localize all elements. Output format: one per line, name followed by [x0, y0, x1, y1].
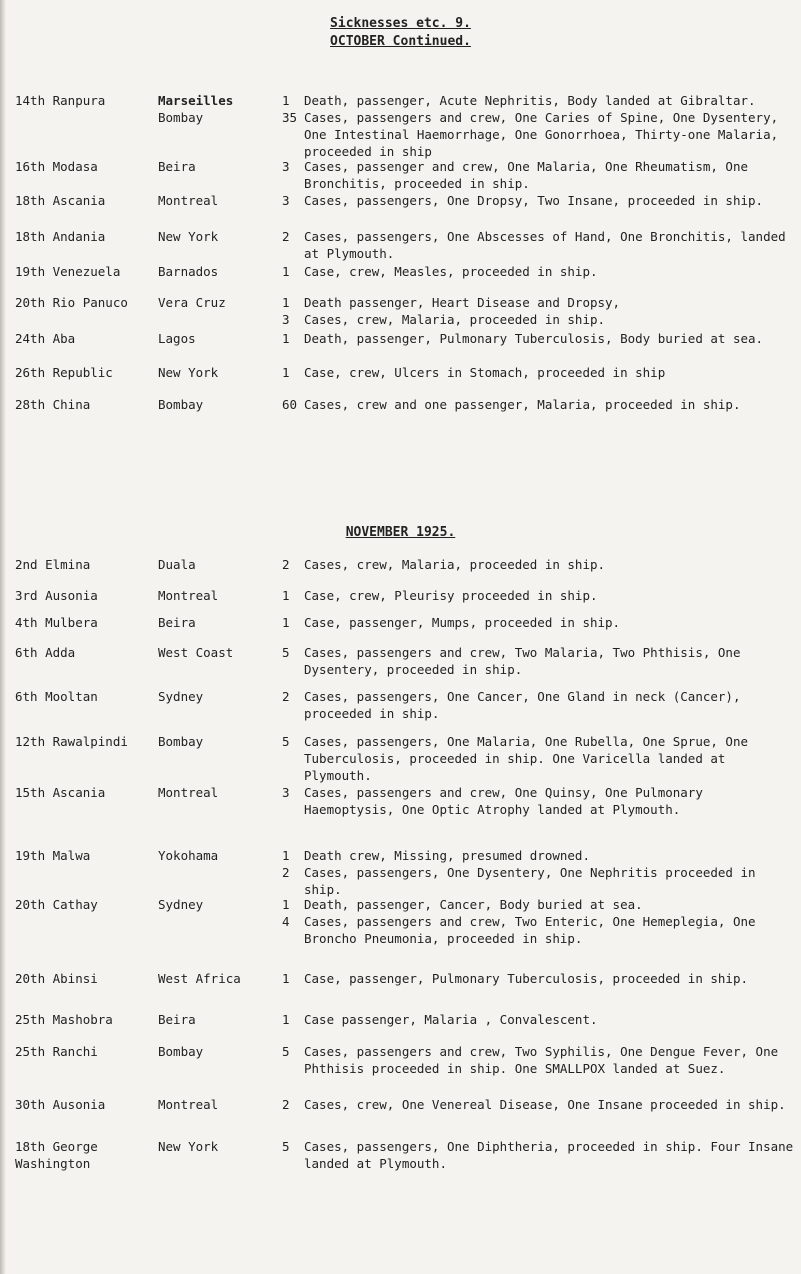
entry-port — [158, 614, 278, 631]
event-line — [282, 158, 794, 192]
event-line — [282, 970, 794, 987]
event-text: Death passenger, Heart Disease and Dropsy, — [304, 295, 621, 310]
event-count: 35 — [282, 110, 298, 125]
event-text: Cases, passengers, One Dropsy, Two Insane, proceeded in ship. — [304, 193, 764, 208]
entry-events — [282, 396, 794, 413]
event-count: 60 — [282, 397, 298, 412]
entry-port-name: Bombay — [158, 397, 204, 412]
entry-port — [158, 1138, 278, 1155]
entry-port — [158, 92, 278, 126]
entry-date-ship: 24th Aba — [15, 331, 76, 346]
event-text: Cases, passengers, One Dysentery, One Nephritis proceeded in ship. — [304, 865, 764, 897]
entry-port-name: Sydney — [158, 689, 204, 704]
entry-port-name: Beira — [158, 1012, 196, 1027]
entry-events — [282, 587, 794, 604]
page-title: Sicknesses etc. 9. — [330, 16, 471, 31]
event-text: Cases, crew, Malaria, proceeded in ship. — [304, 557, 606, 572]
entry-date-ship: 25th Mashobra — [15, 1012, 113, 1027]
event-text: Case, passenger, Pulmonary Tuberculosis, proceeded in ship. — [304, 971, 749, 986]
entry-events — [282, 1096, 794, 1113]
event-text: Death, passenger, Pulmonary Tuberculosis, Body buried at sea. — [304, 331, 764, 346]
entry-port — [158, 644, 278, 661]
entry-date-ship: 19th Venezuela — [15, 264, 121, 279]
event-count: 5 — [282, 734, 290, 749]
event-count: 1 — [282, 1012, 290, 1027]
entry-date-ship: 4th Mulbera — [15, 615, 98, 630]
event-count: 4 — [282, 914, 290, 929]
entry-port-name: Bombay — [158, 110, 204, 125]
entry-port — [158, 330, 278, 347]
entry-events — [282, 784, 794, 818]
entry-date-ship: 25th Ranchi — [15, 1044, 98, 1059]
entry-date-ship: 12th Rawalpindi — [15, 734, 128, 749]
entry-port-name: Sydney — [158, 897, 204, 912]
event-text: Death crew, Missing, presumed drowned. — [304, 848, 590, 863]
entry-date-ship: 3rd Ausonia — [15, 588, 98, 603]
entry-events — [282, 330, 794, 347]
event-text: Cases, passengers and crew, Two Malaria, Two Phthisis, One Dysentery, proceeded in ship. — [304, 645, 749, 677]
entry-port — [158, 192, 278, 209]
entry-port-name: Beira — [158, 615, 196, 630]
event-line — [282, 644, 794, 678]
entry-port — [158, 1043, 278, 1060]
entry-date-ship: 20th Cathay — [15, 897, 98, 912]
event-text: Cases, passenger and crew, One Malaria, One Rheumatism, One Bronchitis, proceeded in ship. — [304, 159, 756, 191]
event-text: Cases, passengers and crew, One Quinsy, One Pulmonary Haemoptysis, One Optic Atrophy landed at Plymouth. — [304, 785, 711, 817]
entry-date-ship: 18th George Washington — [15, 1139, 98, 1171]
event-text: Cases, crew and one passenger, Malaria, proceeded in ship. — [304, 397, 741, 412]
event-line — [282, 1096, 794, 1113]
entry-date-ship: 26th Republic — [15, 365, 113, 380]
event-text: Cases, passengers and crew, Two Enteric, One Hemeplegia, One Broncho Pneumonia, proceeded in ship. — [304, 914, 764, 946]
november-heading: NOVEMBER 1925. — [345, 525, 456, 540]
event-count: 2 — [282, 229, 290, 244]
entry-events — [282, 192, 794, 209]
event-line — [282, 1011, 794, 1028]
event-line — [282, 311, 794, 328]
event-line — [282, 109, 794, 160]
event-text: Case, passenger, Mumps, proceeded in ship. — [304, 615, 621, 630]
entry-events — [282, 158, 794, 192]
event-count: 2 — [282, 557, 290, 572]
entry-port-name: Montreal — [158, 785, 219, 800]
entry-events — [282, 644, 794, 678]
entry-port — [158, 263, 278, 280]
event-text: Cases, passengers, One Cancer, One Gland in neck (Cancer), proceeded in ship. — [304, 689, 749, 721]
event-line — [282, 364, 794, 381]
entry-events — [282, 847, 794, 898]
event-line — [282, 614, 794, 631]
event-count: 5 — [282, 1044, 290, 1059]
entry-port — [158, 396, 278, 413]
event-line — [282, 1043, 794, 1077]
entry-port — [158, 1096, 278, 1113]
entry-date-ship: 14th Ranpura — [15, 93, 106, 108]
event-count: 1 — [282, 615, 290, 630]
event-count: 1 — [282, 848, 290, 863]
page-edge-shadow — [0, 0, 6, 1274]
entry-port — [158, 896, 278, 913]
entry-port-name: Bombay — [158, 1044, 204, 1059]
entry-port — [158, 294, 278, 311]
entry-port-name: Yokohama — [158, 848, 219, 863]
entry-events — [282, 556, 794, 573]
entry-events — [282, 970, 794, 987]
event-count: 1 — [282, 295, 290, 310]
event-line — [282, 294, 794, 311]
entry-events — [282, 92, 794, 160]
entry-port-name: Lagos — [158, 331, 196, 346]
entry-events — [282, 263, 794, 280]
event-line — [282, 587, 794, 604]
entry-events — [282, 614, 794, 631]
entry-port-note: Marseilles — [158, 93, 234, 108]
entry-port-name: New York — [158, 1139, 219, 1154]
entry-port — [158, 688, 278, 705]
event-count: 1 — [282, 93, 290, 108]
event-line — [282, 192, 794, 209]
event-text: Cases, passengers and crew, One Caries of Spine, One Dysentery, One Intestinal Haemorrhage, One Gonorrhoea, Thirty-one Malaria, proceeded in ship — [304, 110, 786, 159]
event-line — [282, 896, 794, 913]
event-text: Cases, passengers and crew, Two Syphilis, One Dengue Fever, One Phthisis proceeded in ship. One SMALLPOX landed at Suez. — [304, 1044, 786, 1076]
event-text: Death, passenger, Acute Nephritis, Body landed at Gibraltar. — [304, 93, 756, 108]
event-count: 3 — [282, 159, 290, 174]
entry-port-name: New York — [158, 229, 219, 244]
event-text: Case, crew, Pleurisy proceeded in ship. — [304, 588, 598, 603]
entry-port-name: Barnados — [158, 264, 219, 279]
entry-port — [158, 158, 278, 175]
entry-events — [282, 733, 794, 784]
event-text: Case, crew, Measles, proceeded in ship. — [304, 264, 598, 279]
entry-date-ship: 6th Mooltan — [15, 689, 98, 704]
event-line — [282, 556, 794, 573]
event-count: 3 — [282, 312, 290, 327]
event-line — [282, 688, 794, 722]
entry-port — [158, 1011, 278, 1028]
entry-port-name: Beira — [158, 159, 196, 174]
event-line — [282, 1138, 801, 1172]
event-line — [282, 263, 794, 280]
event-text: Case passenger, Malaria , Convalescent. — [304, 1012, 598, 1027]
entry-port — [158, 733, 278, 750]
entry-date-ship: 15th Ascania — [15, 785, 106, 800]
entry-date-ship: 28th China — [15, 397, 91, 412]
entry-port — [158, 364, 278, 381]
entry-port-name: Montreal — [158, 193, 219, 208]
entry-events — [282, 1138, 801, 1172]
event-line — [282, 913, 794, 947]
event-text: Cases, passengers, One Diphtheria, proceeded in ship. Four Insane landed at Plymouth. — [304, 1139, 801, 1171]
entry-events — [282, 294, 794, 328]
event-line — [282, 733, 794, 784]
event-count: 5 — [282, 1139, 290, 1154]
event-text: Cases, crew, Malaria, proceeded in ship. — [304, 312, 606, 327]
entry-port-name: West Africa — [158, 971, 241, 986]
event-line — [282, 396, 794, 413]
event-count: 3 — [282, 193, 290, 208]
entry-port — [158, 847, 278, 864]
event-line — [282, 784, 794, 818]
event-line — [282, 92, 794, 109]
entry-events — [282, 688, 794, 722]
entry-date-ship: 19th Malwa — [15, 848, 91, 863]
entry-port-name: Montreal — [158, 1097, 219, 1112]
event-count: 2 — [282, 689, 290, 704]
entry-port — [158, 228, 278, 245]
entry-date-ship: 20th Abinsi — [15, 971, 98, 986]
entry-date-ship: 18th Andania — [15, 229, 106, 244]
event-count: 1 — [282, 971, 290, 986]
event-count: 1 — [282, 588, 290, 603]
entry-port — [158, 556, 278, 573]
entry-events — [282, 228, 794, 262]
entry-events — [282, 1043, 794, 1077]
event-text: Cases, passengers, One Abscesses of Hand, One Bronchitis, landed at Plymouth. — [304, 229, 794, 261]
event-line — [282, 864, 794, 898]
entry-port — [158, 587, 278, 604]
event-count: 5 — [282, 645, 290, 660]
entry-date-ship: 6th Adda — [15, 645, 76, 660]
entry-events — [282, 896, 794, 947]
entry-date-ship: 30th Ausonia — [15, 1097, 106, 1112]
entry-port-name: Bombay — [158, 734, 204, 749]
entry-events — [282, 1011, 794, 1028]
event-text: Cases, passengers, One Malaria, One Rubella, One Sprue, One Tuberculosis, proceeded in ship. One Varicella landed at Plymouth. — [304, 734, 756, 783]
entry-events — [282, 364, 794, 381]
event-line — [282, 847, 794, 864]
event-count: 1 — [282, 897, 290, 912]
entry-date-ship: 20th Rio Panuco — [15, 295, 128, 310]
page-subtitle: OCTOBER Continued. — [330, 34, 471, 49]
event-count: 2 — [282, 1097, 290, 1112]
event-count: 3 — [282, 785, 290, 800]
entry-port-name: Duala — [158, 557, 196, 572]
event-line — [282, 330, 794, 347]
entry-date-ship: 2nd Elmina — [15, 557, 91, 572]
event-count: 1 — [282, 365, 290, 380]
entry-date-ship: 18th Ascania — [15, 193, 106, 208]
entry-port — [158, 784, 278, 801]
event-text: Death, passenger, Cancer, Body buried at sea. — [304, 897, 643, 912]
event-line — [282, 228, 794, 262]
entry-date-ship: 16th Modasa — [15, 159, 98, 174]
event-text: Cases, crew, One Venereal Disease, One Insane proceeded in ship. — [304, 1097, 786, 1112]
entry-port-name: New York — [158, 365, 219, 380]
entry-port — [158, 970, 278, 987]
event-count: 1 — [282, 331, 290, 346]
entry-port-name: Montreal — [158, 588, 219, 603]
event-count: 1 — [282, 264, 290, 279]
event-text: Case, crew, Ulcers in Stomach, proceeded in ship — [304, 365, 666, 380]
event-count: 2 — [282, 865, 290, 880]
entry-port-name: West Coast — [158, 645, 234, 660]
entry-port-name: Vera Cruz — [158, 295, 226, 310]
